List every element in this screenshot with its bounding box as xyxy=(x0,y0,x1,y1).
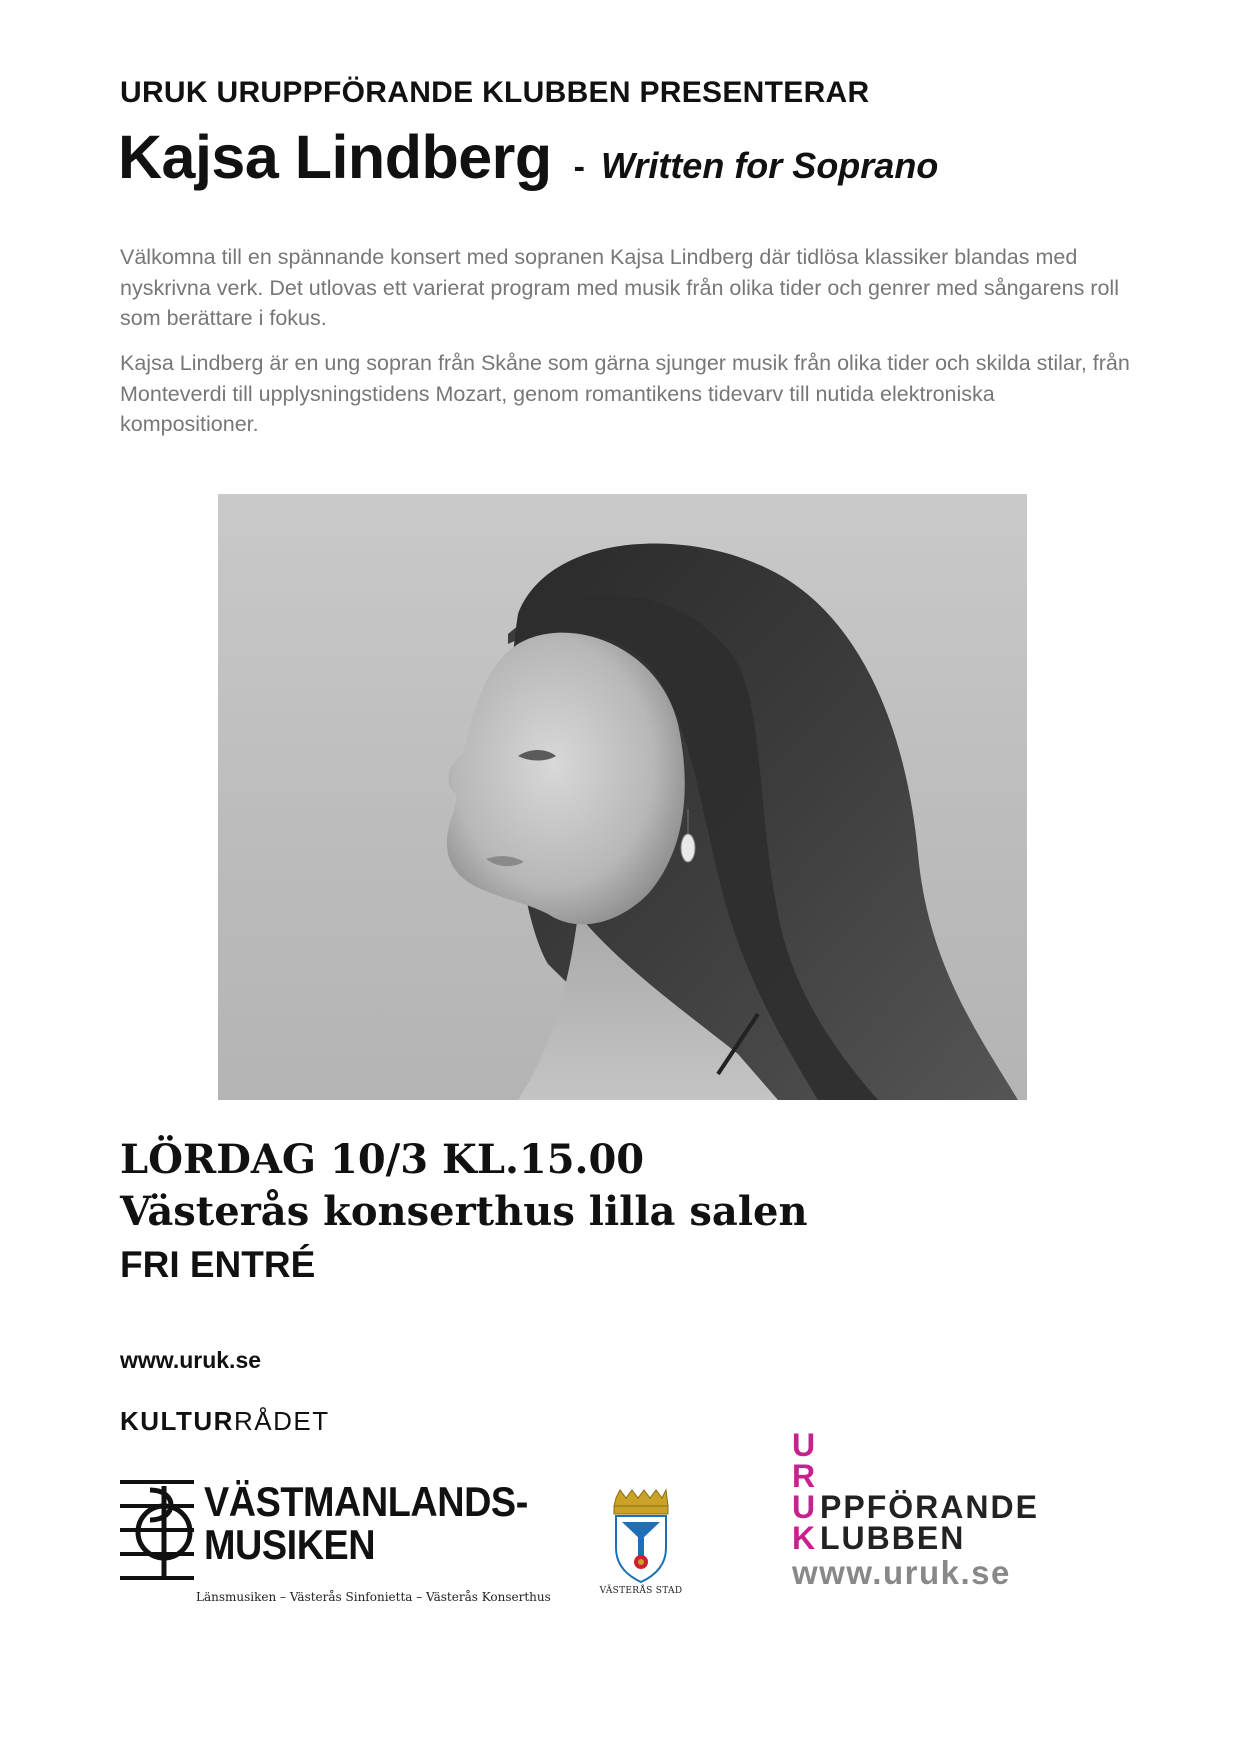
event-date-time: LÖRDAG 10/3 KL.15.00 xyxy=(120,1136,645,1183)
uruk-word-uppforande: PPFÖRANDE xyxy=(820,1489,1039,1525)
event-admission: FRI ENTRÉ xyxy=(120,1244,316,1285)
face-shape xyxy=(447,633,685,925)
vastmanlandsmusiken-mark-icon xyxy=(120,1480,194,1580)
earring-pearl xyxy=(681,834,695,862)
uruk-letter-r: R xyxy=(792,1458,816,1494)
concert-title: Written for Soprano xyxy=(600,145,939,186)
intro-paragraph-2: Kajsa Lindberg är en ung sopran från Skåne som gärna sjunger musik från olika tider och skilda stilar, från Monteverdi till upplysningstidens Mozart, genom romantikens tidevarv till nutida elektroniska kompositioner. xyxy=(120,351,1130,436)
uruk-letter-u2: U xyxy=(792,1489,816,1525)
event-venue: Västerås konserthus lilla salen xyxy=(120,1188,808,1235)
vastmanlandsmusiken-subtitle: Länsmusiken – Västerås Sinfonietta – Västerås Konserthus xyxy=(196,1590,551,1604)
kulturradet-light: RÅDET xyxy=(233,1406,330,1436)
uruk-letter-k: K xyxy=(792,1520,816,1556)
vastmanlandsmusiken-line-2: MUSIKEN xyxy=(204,1521,376,1568)
vastmanlandsmusiken-line-1: VÄSTMANLANDS- xyxy=(204,1478,528,1525)
title-dash: - xyxy=(573,148,585,186)
kulturradet-bold: KULTUR xyxy=(120,1406,234,1436)
title-row xyxy=(118,122,938,192)
uruk-logo xyxy=(790,1427,1090,1591)
vasteras-coat-of-arms-icon xyxy=(598,1488,684,1584)
intro-paragraph-1: Välkomna till en spännande konsert med sopranen Kajsa Lindberg där tidlösa klassiker blandas med nyskrivna verk. Det utlovas ett varierat program med musik från olika tider och genrer med sångarens roll som berättare i fokus. xyxy=(120,245,1119,330)
vasteras-stad-label: VÄSTERÅS STAD xyxy=(599,1586,683,1596)
uruk-web-address[interactable]: www.uruk.se xyxy=(792,1554,1011,1591)
kulturradet-logo xyxy=(120,1406,330,1437)
artist-name: Kajsa Lindberg xyxy=(118,123,552,191)
vastmanlandsmusiken-name xyxy=(204,1480,528,1566)
website-link[interactable]: www.uruk.se xyxy=(120,1347,262,1373)
presenter-heading: URUK URUPPFÖRANDE KLUBBEN PRESENTERAR xyxy=(120,76,870,109)
vasteras-stad-logo xyxy=(598,1488,684,1598)
uruk-letter-u: U xyxy=(792,1427,816,1463)
artist-portrait-photo xyxy=(218,494,1027,1100)
vastmanlandsmusiken-logo xyxy=(120,1478,551,1612)
uruk-word-klubben: LUBBEN xyxy=(820,1520,966,1556)
